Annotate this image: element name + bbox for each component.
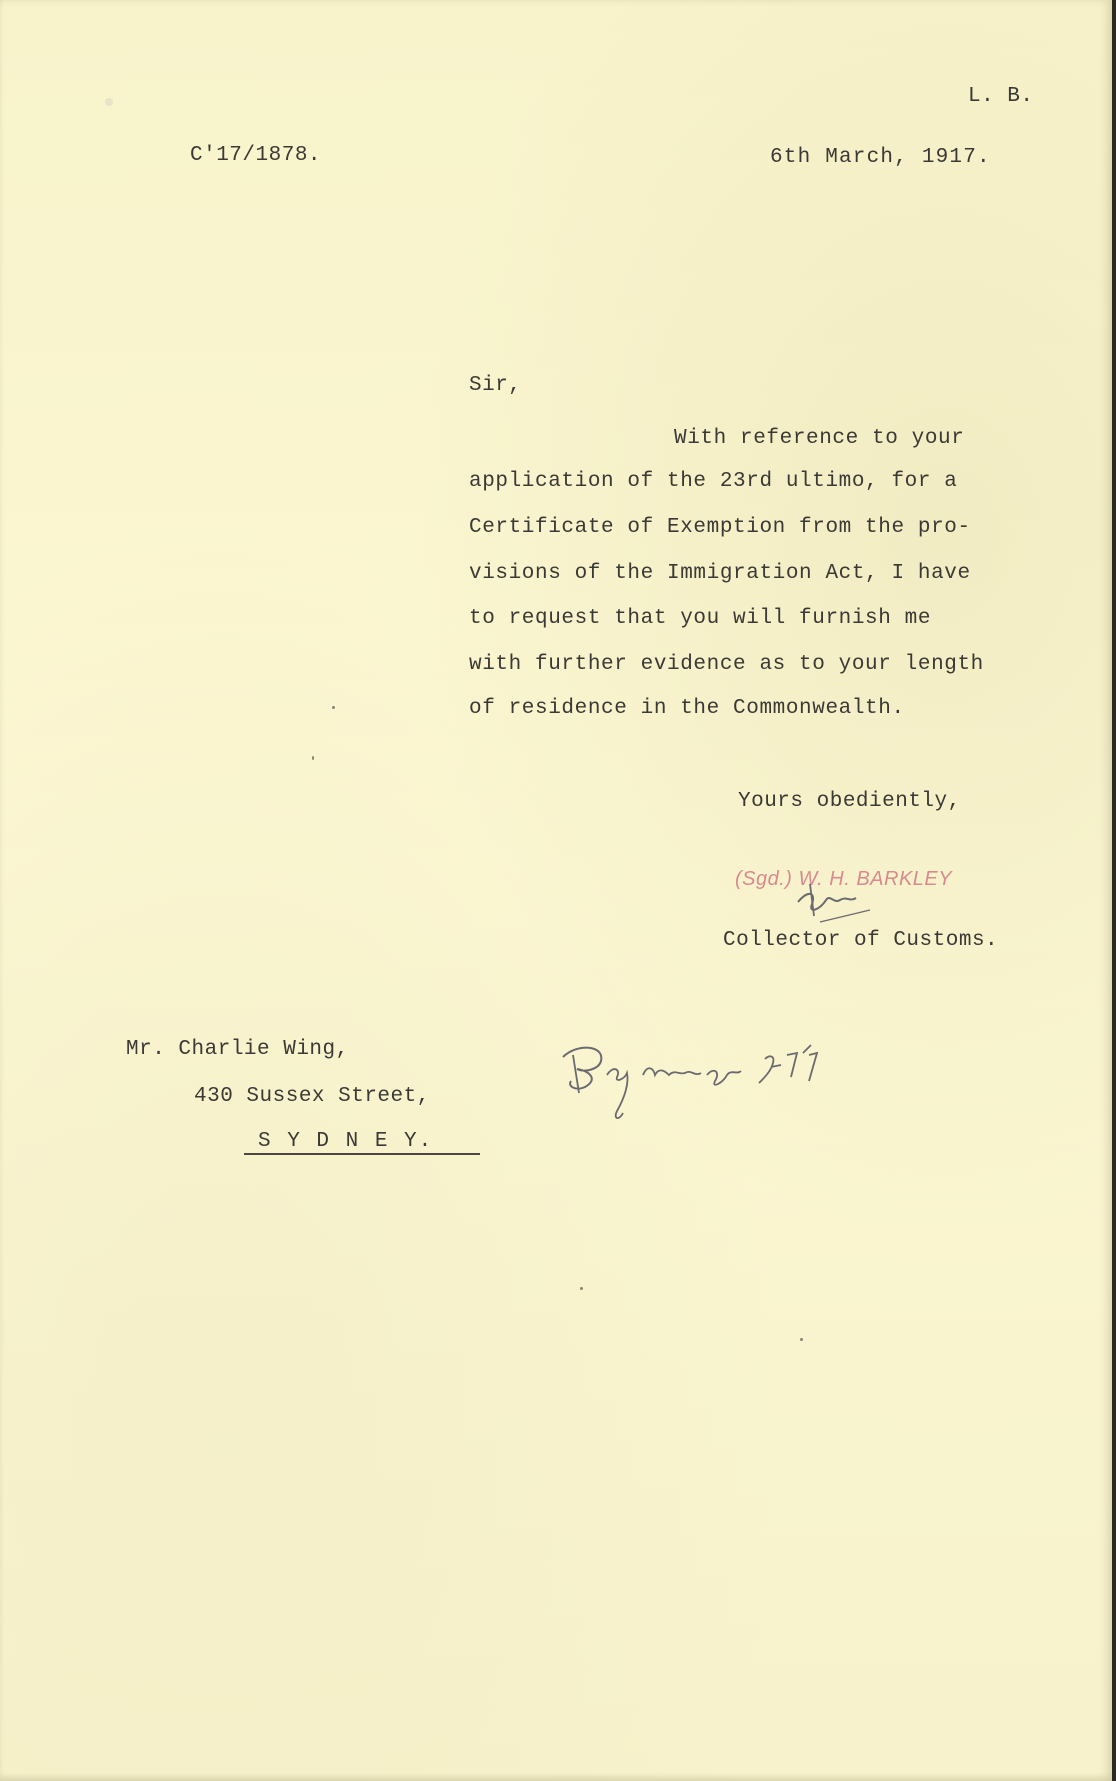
office-mark: L. B. — [968, 85, 1034, 108]
body-line: application of the 23rd ultimo, for a — [469, 470, 958, 493]
salutation: Sir, — [469, 374, 522, 397]
body-line: visions of the Immigration Act, I have — [469, 562, 971, 585]
body-line: of residence in the Commonwealth. — [469, 697, 905, 720]
handwritten-annotation — [555, 1035, 845, 1125]
addressee-street: 430 Sussex Street, — [194, 1085, 430, 1108]
signatory-title: Collector of Customs. — [723, 929, 999, 952]
body-line: to request that you will furnish me — [469, 607, 932, 630]
signature-initials — [790, 870, 880, 930]
paper-speck — [800, 1338, 803, 1341]
paper-speck — [332, 706, 335, 709]
paper-speck — [580, 1287, 583, 1290]
addressee-city: S Y D N E Y. — [258, 1130, 434, 1153]
body-line: With reference to your — [674, 427, 965, 450]
city-underline — [244, 1153, 480, 1155]
paper-speck — [312, 756, 314, 760]
closing: Yours obediently, — [738, 790, 961, 813]
letter-date: 6th March, 1917. — [770, 146, 991, 169]
addressee-name: Mr. Charlie Wing, — [126, 1038, 349, 1061]
paper-speck — [105, 98, 113, 106]
reference-number: C'17/1878. — [190, 144, 322, 167]
body-line: Certificate of Exemption from the pro- — [469, 516, 971, 539]
signature-stamp: (Sgd.) W. H. BARKLEY — [735, 868, 953, 890]
body-line: with further evidence as to your length — [469, 653, 984, 676]
